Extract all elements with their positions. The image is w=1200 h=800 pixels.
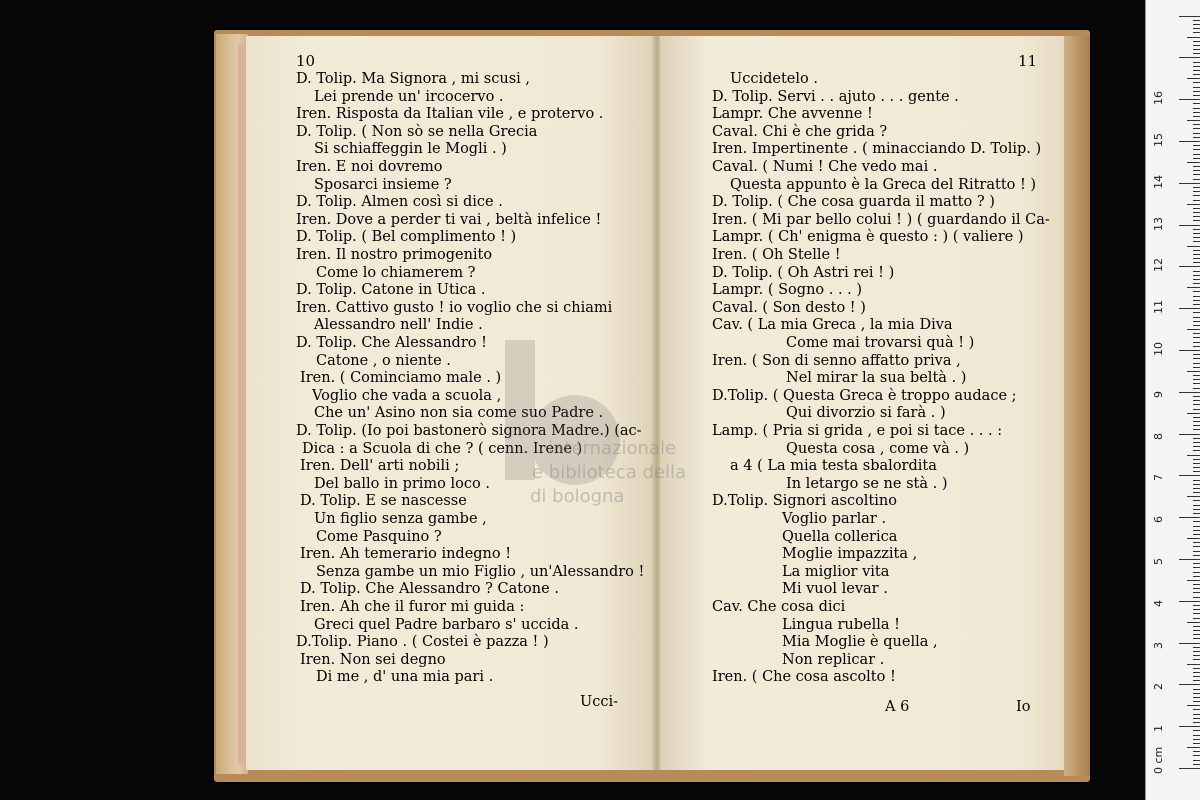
text-line: D. Tolip. Che Alessandro ? Catone . — [300, 581, 559, 598]
text-line: D.Tolip. Piano . ( Costei è pazza ! ) — [296, 634, 549, 651]
ruler-label: 1 — [1152, 725, 1165, 733]
text-line: D. Tolip. Catone in Utica . — [296, 282, 486, 299]
ruler-tick — [1193, 312, 1200, 313]
ruler-tick — [1193, 216, 1200, 217]
left-catchword: Ucci- — [580, 694, 618, 710]
text-line: Voglio parlar . — [782, 511, 887, 527]
ruler-tick — [1193, 279, 1200, 280]
ruler-tick — [1193, 488, 1200, 489]
text-line: D. Tolip. Almen così si dice . — [296, 194, 503, 211]
text-line: Iren. ( Cominciamo male . ) — [300, 370, 502, 387]
text-line: Moglie impazzita , — [782, 546, 918, 563]
text-line: D. Tolip. ( Bel complimento ! ) — [296, 229, 517, 246]
text-line: Lampr. Che avvenne ! — [712, 106, 873, 123]
ruler-tick — [1193, 116, 1200, 117]
ruler-label: 10 — [1152, 342, 1165, 356]
ruler-tick — [1193, 597, 1200, 598]
text-line: Nel mirar la sua beltà . ) — [786, 370, 967, 387]
ruler-tick — [1193, 417, 1200, 418]
text-line: Questa appunto è la Greca del Ritratto ! ) — [730, 176, 1037, 193]
bookmark-stripe — [238, 44, 244, 764]
ruler-tick — [1193, 505, 1200, 506]
text-line: D. Tolip. ( Che cosa guarda il matto ? ) — [712, 194, 995, 211]
ruler-tick — [1193, 32, 1200, 33]
ruler-tick — [1193, 668, 1200, 669]
ruler-tick — [1193, 755, 1200, 756]
text-line: Caval. ( Numi ! Che vedo mai . — [712, 159, 938, 175]
ruler-tick — [1193, 404, 1200, 405]
ruler-tick — [1193, 20, 1200, 21]
ruler-tick — [1193, 513, 1200, 514]
ruler-tick — [1179, 475, 1200, 476]
ruler-tick — [1187, 496, 1200, 497]
ruler-tick — [1187, 162, 1200, 163]
text-line: Lampr. ( Sogno . . . ) — [712, 282, 863, 299]
ruler-label: 16 — [1152, 91, 1165, 106]
ruler-tick — [1193, 563, 1200, 564]
ruler-tick — [1193, 233, 1200, 234]
ruler-tick — [1193, 751, 1200, 752]
ruler-tick — [1193, 555, 1200, 556]
text-line: D. Tolip. (Io poi bastonerò signora Madre.) (ac- — [296, 423, 642, 439]
ruler-tick — [1193, 735, 1200, 736]
text-line: Lamp. ( Pria si grida , e poi si tace . . . : — [712, 423, 1003, 439]
ruler-tick — [1193, 459, 1200, 460]
ruler-tick — [1179, 392, 1200, 393]
ruler-tick — [1193, 208, 1200, 209]
ruler-tick — [1193, 187, 1200, 188]
ruler-tick — [1193, 509, 1200, 510]
text-line: Di me , d' una mia pari . — [316, 669, 494, 686]
ruler-tick — [1193, 388, 1200, 389]
ruler-label: 0 cm — [1152, 746, 1165, 774]
text-line: Iren. Risposta da Italian vile , e protervo . — [296, 106, 604, 123]
text-line: Questa cosa , come và . ) — [786, 440, 970, 457]
ruler-label: 12 — [1152, 258, 1165, 273]
text-line: Iren. E noi dovremo — [296, 159, 443, 175]
ruler-tick — [1193, 584, 1200, 585]
ruler-tick — [1193, 400, 1200, 401]
ruler-label: 6 — [1152, 516, 1165, 524]
text-line: Senza gambe un mio Figlio , un'Alessandro ! — [316, 563, 645, 580]
ruler-tick — [1193, 446, 1200, 447]
ruler-tick — [1193, 74, 1200, 75]
ruler-tick — [1193, 145, 1200, 146]
text-line: Cav. ( La mia Greca , la mia Diva — [712, 317, 953, 334]
text-line: D. Tolip. E se nascesse — [300, 493, 467, 510]
text-line: Iren. Ah temerario indegno ! — [300, 546, 512, 563]
ruler-tick — [1193, 630, 1200, 631]
right-page-edge — [1064, 36, 1090, 776]
text-line: Del ballo in primo loco . — [314, 475, 490, 492]
text-line: D. Tolip. Che Alessandro ! — [296, 335, 487, 351]
ruler-label: 4 — [1152, 599, 1165, 607]
ruler-tick — [1193, 354, 1200, 355]
ruler-tick — [1179, 684, 1200, 685]
ruler-label: 8 — [1152, 432, 1165, 440]
ruler-label: 15 — [1152, 133, 1165, 147]
ruler-tick — [1193, 275, 1200, 276]
text-line: Cav. Che cosa dici — [712, 599, 846, 615]
ruler-tick — [1193, 530, 1200, 531]
text-line: Come Pasquino ? — [316, 528, 442, 545]
text-line: Come lo chiamerem ? — [316, 264, 476, 281]
ruler-tick — [1193, 200, 1200, 201]
ruler-tick — [1193, 291, 1200, 292]
ruler-tick — [1193, 521, 1200, 522]
ruler-tick — [1193, 546, 1200, 547]
ruler-tick — [1193, 112, 1200, 113]
text-line: Iren. Il nostro primogenito — [296, 247, 493, 263]
ruler-tick — [1193, 250, 1200, 251]
ruler-tick — [1193, 137, 1200, 138]
watermark-line: e biblioteca della — [532, 462, 686, 483]
ruler-tick — [1193, 154, 1200, 155]
ruler-tick — [1193, 62, 1200, 63]
ruler-tick — [1193, 191, 1200, 192]
ruler-tick — [1193, 179, 1200, 180]
ruler-tick — [1179, 16, 1200, 17]
ruler-tick — [1179, 768, 1200, 769]
text-line: Iren. Dove a perder ti vai , beltà infelice ! — [296, 211, 602, 228]
ruler-tick — [1193, 45, 1200, 46]
text-line: D. Tolip. Servi . . ajuto . . . gente . — [712, 88, 959, 105]
ruler-tick — [1193, 697, 1200, 698]
ruler-tick — [1187, 413, 1200, 414]
ruler-tick — [1179, 559, 1200, 560]
ruler-tick — [1193, 651, 1200, 652]
right-page-number: 11 — [1018, 52, 1038, 70]
text-line: Iren. Impertinente . ( minacciando D. Tolip. ) — [712, 141, 1042, 158]
ruler-tick — [1193, 534, 1200, 535]
ruler-tick — [1179, 643, 1200, 644]
ruler-tick — [1193, 379, 1200, 380]
ruler-tick — [1193, 442, 1200, 443]
ruler-tick — [1193, 680, 1200, 681]
ruler-tick — [1193, 383, 1200, 384]
ruler-tick — [1187, 287, 1200, 288]
ruler-tick — [1193, 743, 1200, 744]
text-line: Si schiaffeggin le Mogli . ) — [314, 141, 507, 158]
ruler-tick — [1193, 714, 1200, 715]
text-line: Non replicar . — [782, 651, 885, 668]
ruler-tick — [1179, 517, 1200, 518]
ruler-tick — [1193, 333, 1200, 334]
ruler-tick — [1193, 95, 1200, 96]
ruler-tick — [1193, 592, 1200, 593]
ruler-tick — [1193, 174, 1200, 175]
ruler-tick — [1193, 760, 1200, 761]
ruler-tick — [1193, 467, 1200, 468]
ruler-tick — [1193, 271, 1200, 272]
text-line: D. Tolip. ( Oh Astri rei ! ) — [712, 264, 895, 281]
ruler-tick — [1179, 99, 1200, 100]
ruler-tick — [1193, 304, 1200, 305]
ruler-tick — [1193, 609, 1200, 610]
ruler-tick — [1193, 500, 1200, 501]
ruler-tick — [1193, 739, 1200, 740]
ruler-tick — [1193, 438, 1200, 439]
ruler-tick — [1187, 455, 1200, 456]
ruler-label: 5 — [1152, 558, 1165, 565]
text-line: Iren. Dell' arti nobili ; — [300, 458, 460, 475]
ruler-tick — [1179, 183, 1200, 184]
ruler-tick — [1193, 425, 1200, 426]
ruler-tick — [1193, 676, 1200, 677]
left-page-edge — [216, 34, 248, 774]
text-line: Lingua rubella ! — [782, 616, 900, 633]
ruler-tick — [1193, 396, 1200, 397]
text-line: Caval. ( Son desto ! ) — [712, 299, 866, 316]
ruler-tick — [1179, 57, 1200, 58]
ruler-tick — [1193, 158, 1200, 159]
ruler-tick — [1193, 91, 1200, 92]
watermark-line: di bologna — [530, 486, 625, 507]
text-line: D.Tolip. ( Questa Greca è troppo audace ; — [712, 387, 1017, 404]
ruler-tick — [1193, 484, 1200, 485]
signature-mark: A 6 — [885, 699, 910, 715]
ruler-tick — [1187, 664, 1200, 665]
ruler-tick — [1193, 471, 1200, 472]
ruler-tick — [1193, 358, 1200, 359]
text-line: Catone , o niente . — [316, 352, 451, 369]
text-line: Iren. Non sei degno — [300, 651, 446, 668]
text-line: Iren. Ah che il furor mi guida : — [300, 599, 525, 615]
ruler-tick — [1193, 296, 1200, 297]
ruler-tick — [1193, 103, 1200, 104]
ruler-tick — [1193, 689, 1200, 690]
ruler-tick — [1193, 655, 1200, 656]
text-line: Qui divorzio si farà . ) — [786, 405, 946, 422]
ruler-tick — [1193, 634, 1200, 635]
ruler-tick — [1193, 342, 1200, 343]
ruler-tick — [1193, 367, 1200, 368]
ruler-tick — [1193, 241, 1200, 242]
ruler-label: 7 — [1152, 474, 1165, 482]
ruler-tick — [1193, 28, 1200, 29]
text-line: Che un' Asino non sia come suo Padre . — [314, 405, 604, 422]
ruler-tick — [1193, 551, 1200, 552]
text-line: Iren. ( Mi par bello colui ! ) ( guardando il Ca- — [712, 211, 1050, 228]
ruler-tick — [1193, 421, 1200, 422]
ruler-tick — [1193, 24, 1200, 25]
ruler-tick — [1179, 350, 1200, 351]
ruler-tick — [1187, 329, 1200, 330]
right-catchword: Io — [1016, 699, 1031, 715]
ruler-label: 14 — [1152, 174, 1165, 189]
text-line: D. Tolip. ( Non sò se nella Grecia — [296, 123, 538, 140]
ruler-tick — [1193, 258, 1200, 259]
ruler-tick — [1193, 722, 1200, 723]
ruler-tick — [1193, 764, 1200, 765]
ruler-tick — [1193, 618, 1200, 619]
text-line: Quella collerica — [782, 528, 898, 545]
text-line: a 4 ( La mia testa sbalordita — [730, 458, 937, 475]
ruler-label: 3 — [1152, 641, 1165, 649]
ruler-tick — [1193, 659, 1200, 660]
ruler-tick — [1193, 718, 1200, 719]
text-line: Alessandro nell' Indie . — [314, 317, 483, 334]
ruler-tick — [1193, 429, 1200, 430]
ruler-tick — [1193, 128, 1200, 129]
text-line: Iren. ( Che cosa ascolto ! — [712, 669, 896, 686]
ruler-tick — [1193, 605, 1200, 606]
ruler-tick — [1179, 141, 1200, 142]
ruler-tick — [1193, 166, 1200, 167]
ruler-tick — [1187, 538, 1200, 539]
ruler-tick — [1187, 580, 1200, 581]
ruler-label: 2 — [1152, 683, 1165, 691]
ruler-tick — [1193, 730, 1200, 731]
ruler-tick — [1179, 601, 1200, 602]
text-line: Lampr. ( Ch' enigma è questo : ) ( valiere ) — [712, 229, 1024, 246]
ruler-tick — [1187, 120, 1200, 121]
ruler-label: 13 — [1152, 216, 1165, 231]
ruler-tick — [1193, 492, 1200, 493]
text-line: Mi vuol levar . — [782, 581, 888, 598]
ruler-tick — [1193, 375, 1200, 376]
ruler-tick — [1187, 37, 1200, 38]
ruler-tick — [1193, 588, 1200, 589]
ruler-tick — [1193, 170, 1200, 171]
text-line: Iren. Cattivo gusto ! io voglio che si chiami — [296, 299, 613, 316]
ruler-tick — [1193, 409, 1200, 410]
ruler-tick — [1193, 363, 1200, 364]
ruler-tick — [1193, 576, 1200, 577]
ruler-tick — [1193, 133, 1200, 134]
ruler-tick — [1193, 701, 1200, 702]
ruler-tick — [1193, 480, 1200, 481]
ruler-tick — [1193, 262, 1200, 263]
ruler-tick — [1193, 693, 1200, 694]
ruler-tick — [1193, 542, 1200, 543]
ruler-tick — [1193, 70, 1200, 71]
ruler-tick — [1193, 647, 1200, 648]
text-line: Uccidetelo . — [730, 71, 818, 87]
ruler-tick — [1193, 638, 1200, 639]
ruler-tick — [1179, 266, 1200, 267]
ruler-label: 11 — [1152, 300, 1165, 315]
text-line: Greci quel Padre barbaro s' uccida . — [314, 616, 579, 633]
text-line: D. Tolip. Ma Signora , mi scusi , — [296, 71, 530, 87]
ruler-tick — [1193, 567, 1200, 568]
ruler-tick — [1193, 626, 1200, 627]
ruler-tick — [1193, 709, 1200, 710]
text-line: La miglior vita — [782, 563, 890, 580]
ruler-tick — [1193, 149, 1200, 150]
ruler-tick — [1193, 66, 1200, 67]
left-page-number: 10 — [296, 52, 316, 70]
ruler-tick — [1193, 237, 1200, 238]
ruler-tick — [1193, 325, 1200, 326]
text-line: Mia Moglie è quella , — [782, 634, 938, 651]
text-line: Dica : a Scuola di che ? ( cenn. Irene ) — [302, 440, 583, 457]
ruler-tick — [1193, 450, 1200, 451]
text-line: D.Tolip. Signori ascoltino — [712, 493, 897, 510]
watermark-line: internazionale — [548, 438, 677, 459]
ruler-tick — [1187, 371, 1200, 372]
ruler-tick — [1193, 195, 1200, 196]
ruler-tick — [1193, 463, 1200, 464]
text-line: Come mai trovarsi quà ! ) — [786, 335, 975, 351]
ruler-tick — [1193, 82, 1200, 83]
ruler-tick — [1193, 572, 1200, 573]
ruler-tick — [1179, 225, 1200, 226]
ruler-tick — [1179, 308, 1200, 309]
ruler-tick — [1193, 124, 1200, 125]
ruler-tick — [1193, 87, 1200, 88]
text-line: Iren. ( Oh Stelle ! — [712, 247, 841, 263]
ruler-tick — [1193, 229, 1200, 230]
ruler-tick — [1187, 747, 1200, 748]
ruler-tick — [1193, 300, 1200, 301]
text-line: Sposarci insieme ? — [314, 176, 452, 193]
ruler-tick — [1187, 204, 1200, 205]
ruler-tick — [1193, 672, 1200, 673]
text-line: Caval. Chi è che grida ? — [712, 123, 888, 140]
ruler-tick — [1193, 108, 1200, 109]
ruler-tick — [1187, 78, 1200, 79]
measurement-ruler — [1145, 0, 1200, 800]
ruler-tick — [1193, 283, 1200, 284]
text-line: Un figlio senza gambe , — [314, 511, 487, 527]
ruler-tick — [1193, 346, 1200, 347]
ruler-tick — [1193, 53, 1200, 54]
text-line: Iren. ( Son di senno affatto priva , — [712, 352, 961, 369]
ruler-tick — [1193, 337, 1200, 338]
ruler-tick — [1187, 705, 1200, 706]
ruler-tick — [1193, 613, 1200, 614]
ruler-tick — [1193, 212, 1200, 213]
ruler-tick — [1193, 220, 1200, 221]
ruler-tick — [1193, 49, 1200, 50]
ruler-tick — [1179, 434, 1200, 435]
text-line: Voglio che vada a scuola , — [312, 387, 502, 404]
ruler-tick — [1179, 726, 1200, 727]
ruler-tick — [1193, 526, 1200, 527]
text-line: Lei prende un' ircocervo . — [314, 88, 504, 105]
ruler-tick — [1193, 41, 1200, 42]
text-line: In letargo se ne stà . ) — [786, 475, 948, 492]
ruler-tick — [1187, 622, 1200, 623]
ruler-label: 9 — [1152, 390, 1165, 398]
ruler-tick — [1193, 321, 1200, 322]
ruler-tick — [1193, 317, 1200, 318]
ruler-tick — [1187, 246, 1200, 247]
ruler-tick — [1193, 254, 1200, 255]
